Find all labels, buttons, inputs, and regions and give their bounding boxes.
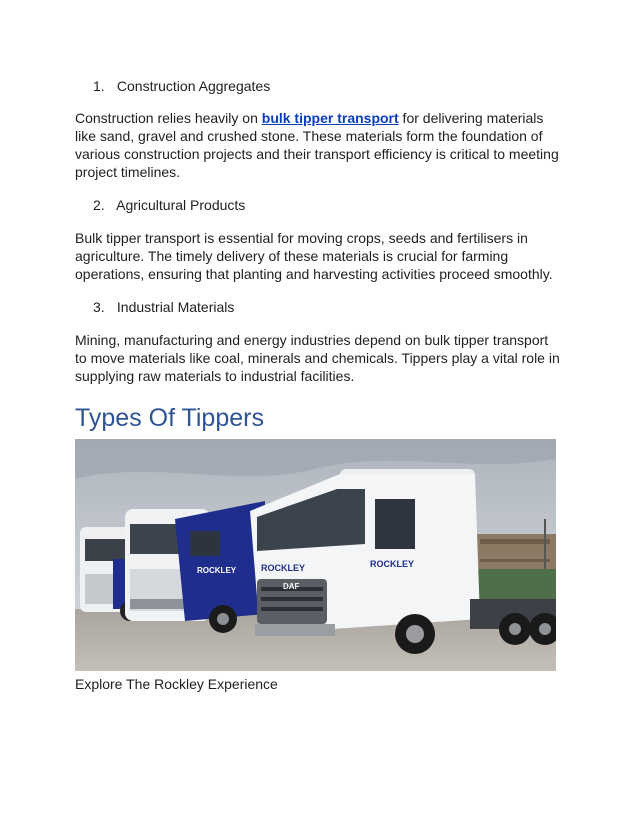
list-label: Industrial Materials <box>116 299 235 315</box>
list-number: 2. <box>93 197 105 213</box>
section-heading: Types Of Tippers <box>75 404 264 432</box>
list-label: Construction Aggregates <box>116 78 271 94</box>
photo-caption: Explore The Rockley Experience <box>75 676 278 692</box>
list-label: Agricultural Products <box>116 197 246 213</box>
brand-text: ROCKLEY <box>197 566 237 575</box>
list-number: 3. <box>93 299 105 315</box>
paragraph-text: Construction relies heavily on <box>75 110 262 126</box>
paragraph-agriculture: Bulk tipper transport is essential for moving crops, seeds and fertilisers in agriculture. The timely delivery of these materials is crucial for farming operations, ensuring that planting and harvesting activities proceed smoothly. <box>75 230 553 282</box>
list-item <box>93 196 245 214</box>
paragraph-industrial: Mining, manufacturing and energy industries depend on bulk tipper transport to move materials like coal, minerals and chemicals. Tippers play a vital role in supplying raw materials to industrial facilities. <box>75 332 560 384</box>
paragraph-construction <box>75 109 560 181</box>
brand-text-front: ROCKLEY <box>261 563 306 573</box>
grille-text: DAF <box>283 582 300 591</box>
list-item <box>93 77 270 95</box>
bulk-tipper-transport-link[interactable]: bulk tipper transport <box>261 110 399 126</box>
list-number: 1. <box>93 78 105 94</box>
brand-text-side: ROCKLEY <box>370 559 415 569</box>
list-item <box>93 298 234 316</box>
paragraph-text: for delivering materials like sand, gravel and crushed stone. These materials form the foundation of various construction projects and their transport efficiency is critical to meeting project timelines. <box>75 110 559 180</box>
trucks-photo <box>75 439 556 671</box>
